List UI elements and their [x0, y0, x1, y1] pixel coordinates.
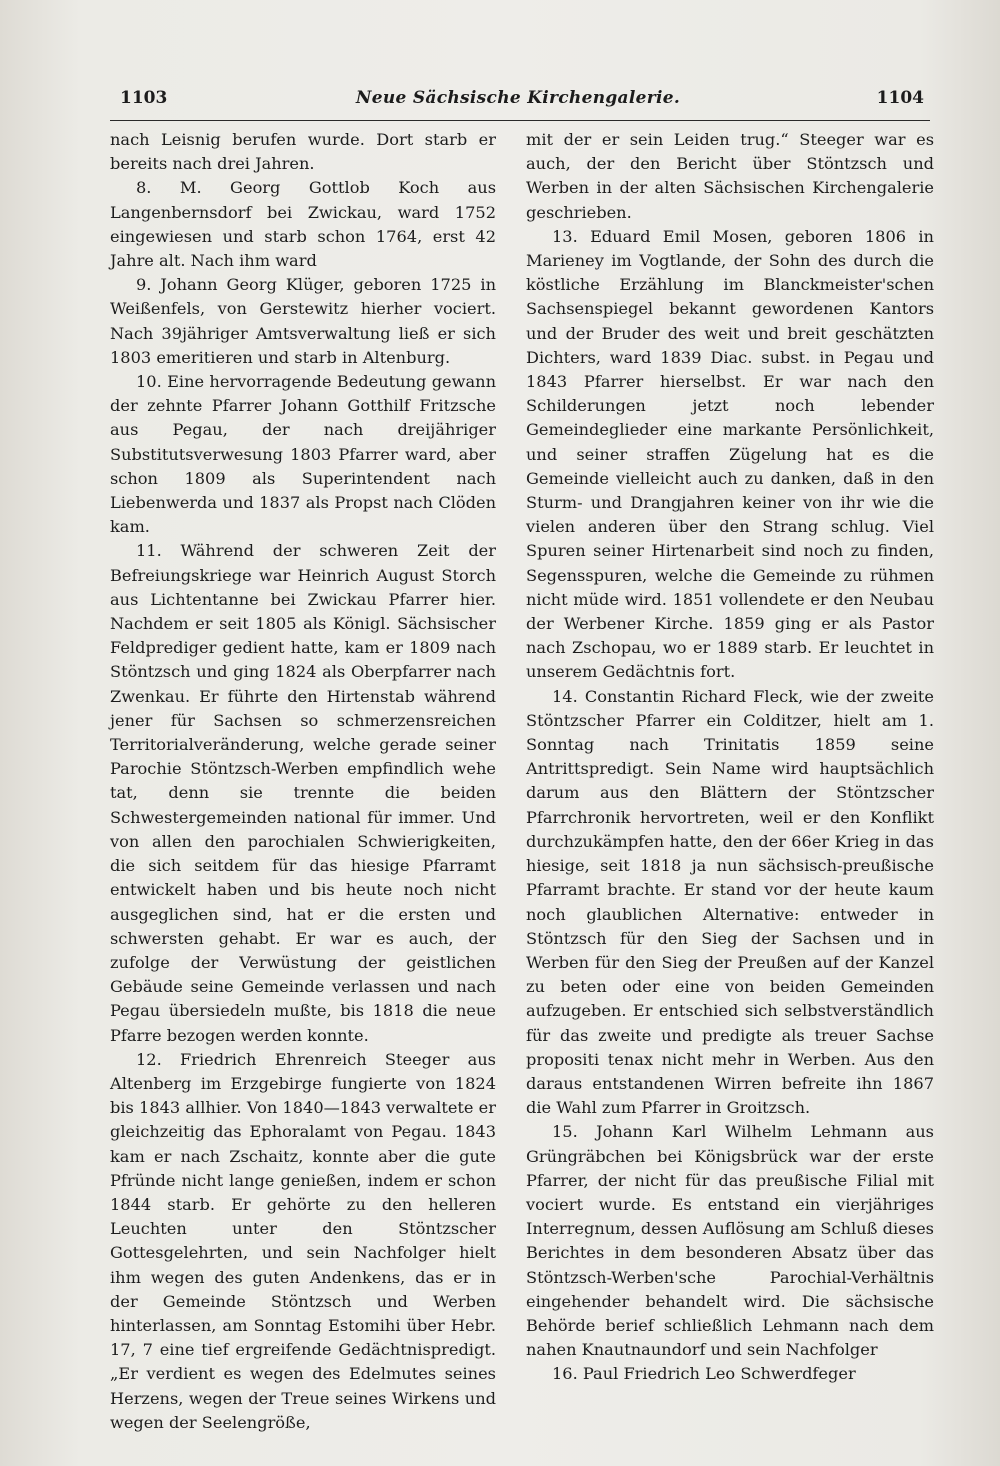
page-number-left: 1103	[120, 88, 168, 108]
paragraph-continuation: nach Leisnig berufen wurde. Dort starb er bereits nach drei Jahren.	[110, 130, 496, 174]
paragraph-pastor-14: 14. Constantin Richard Fleck, wie der zweite Stöntzscher Pfarrer ein Colditzer, hielt am 1. Sonntag nach Trinitatis 1859 seine Antrittspredigt. Sein Name wird hauptsächlich darum aus den Blättern der Stöntzscher Pfarrchronik hervortreten, weil er den Konflikt durchzukämpfen hatte, den der 66er Krieg in das hiesige, seit 1818 ja nun sächsisch-preußische Pfarramt brachte. Er stand vor der heute kaum noch glaublichen Alternative: entweder in Stöntzsch für den Sieg der Sachsen und in Werben für den Sieg der Preußen auf der Kanzel zu beten oder eine von beiden Gemeinden aufzugeben. Er entschied sich selbstverständlich für das zweite und predigte als treuer Sachse propositi tenax nicht mehr in Werben. Aus den daraus entstandenen Wirren befreite ihn 1867 die Wahl zum Pfarrer in Groitzsch.	[526, 686, 934, 1118]
paragraph-pastor-9: 9. Johann Georg Klüger, geboren 1725 in Weißenfels, von Gerstewitz hierher vociert. Nach 39jähriger Amtsverwaltung ließ er sich 1803 emeritieren und starb in Altenburg.	[110, 275, 496, 367]
paragraph-pastor-15: 15. Johann Karl Wilhelm Lehmann aus Grüngräbchen bei Königsbrück war der erste Pfarrer, der nicht für das preußische Filial mit vociert wurde. Es entstand ein vierjähriges Interregnum, dessen Auflösung am Schluß dieses Berichtes in dem besonderen Absatz über das Stöntzsch-Werben'sche Parochial-Verhältnis eingehender behandelt wird. Die sächsische Behörde berief schließlich Lehmann nach dem nahen Knautnaundorf und sein Nachfolger	[526, 1122, 934, 1360]
paragraph-continuation: mit der er sein Leiden trug.“ Steeger war es auch, der den Bericht über Stöntzsch und Werben in der alten Sächsischen Kirchengalerie geschrieben.	[526, 130, 934, 222]
running-header	[112, 88, 924, 114]
page-number-right: 1104	[876, 88, 924, 108]
left-column	[110, 128, 496, 1435]
header-rule	[110, 120, 930, 121]
paragraph-pastor-16: 16. Paul Friedrich Leo Schwerdfeger	[552, 1364, 856, 1384]
paragraph-pastor-8: 8. M. Georg Gottlob Koch aus Langenbernsdorf bei Zwickau, ward 1752 eingewiesen und starb schon 1764, erst 42 Jahre alt. Nach ihm ward	[110, 178, 496, 271]
running-title: Neue Sächsische Kirchengalerie.	[355, 88, 681, 108]
paragraph-pastor-10: 10. Eine hervorragende Bedeutung gewann der zehnte Pfarrer Johann Gotthilf Fritzsche aus Pegau, der nach dreijähriger Substitutsverwesung 1803 Pfarrer ward, aber schon 1809 als Superintendent nach Liebenwerda und 1837 als Propst nach Clöden kam.	[110, 372, 496, 537]
right-column	[526, 128, 934, 1387]
paragraph-pastor-12: 12. Friedrich Ehrenreich Steeger aus Altenberg im Erzgebirge fungierte von 1824 bis 1843 allhier. Von 1840—1843 verwaltete er gleichzeitig das Ephoralamt von Pegau. 1843 kam er nach Zschaitz, konnte aber die gute Pfründe nicht lange genießen, indem er schon 1844 starb. Er gehörte zu den helleren Leuchten unter den Stöntzscher Gottesgelehrten, und sein Nachfolger hielt ihm wegen des guten Andenkens, das er in der Gemeinde Stöntzsch und Werben hinterlassen, am Sonntag Estomihi über Hebr. 17, 7 eine tief ergreifende Gedächtnispredigt. „Er verdient es wegen des Edelmutes seines Herzens, wegen der Treue seines Wirkens und wegen der Seelengröße,	[110, 1049, 496, 1432]
paragraph-pastor-13: 13. Eduard Emil Mosen, geboren 1806 in Marieney im Vogtlande, der Sohn des durch die köstliche Erzählung im Blanckmeister'schen Sachsenspiegel bekannt gewordenen Kantors und der Bruder des weit und breit geschätzten Dichters, ward 1839 Diac. subst. in Pegau und 1843 Pfarrer hierselbst. Er war nach den Schilderungen jetzt noch lebender Gemeindeglieder eine markante Persönlichkeit, und seiner straffen Zügelung hat es die Gemeinde vielleicht auch zu danken, daß in den Sturm- und Drangjahren keiner von ihr wie die vielen anderen über den Strang schlug. Viel Spuren seiner Hirtenarbeit sind noch zu finden, Segensspuren, welche die Gemeinde zu rühmen nicht müde wird. 1851 vollendete er den Neubau der Werbener Kirche. 1859 ging er als Pastor nach Zschopau, wo er 1889 starb. Er leuchtet in unserem Gedächtnis fort.	[526, 226, 934, 682]
paragraph-pastor-11: 11. Während der schweren Zeit der Befreiungskriege war Heinrich August Storch aus Lichtentanne bei Zwickau Pfarrer hier. Nachdem er seit 1805 als Königl. Sächsischer Feldprediger gedient hatte, kam er 1809 nach Stöntzsch und ging 1824 als Oberpfarrer nach Zwenkau. Er führte den Hirtenstab während jener für Sachsen so schmerzensreichen Territorialveränderung, welche gerade seiner Parochie Stöntzsch-Werben empfindlich wehe tat, denn sie trennte die beiden Schwestergemeinden national für immer. Und von allen den parochialen Schwierigkeiten, die sich seitdem für das hiesige Pfarramt entwickelt haben und bis heute noch nicht ausgeglichen sind, hat er die ersten und schwersten gehabt. Er war es auch, der zufolge der Verwüstung der geistlichen Gebäude seine Gemeinde verlassen und nach Pegau übersiedeln mußte, bis 1818 die neue Pfarre bezogen werden konnte.	[110, 541, 496, 1045]
